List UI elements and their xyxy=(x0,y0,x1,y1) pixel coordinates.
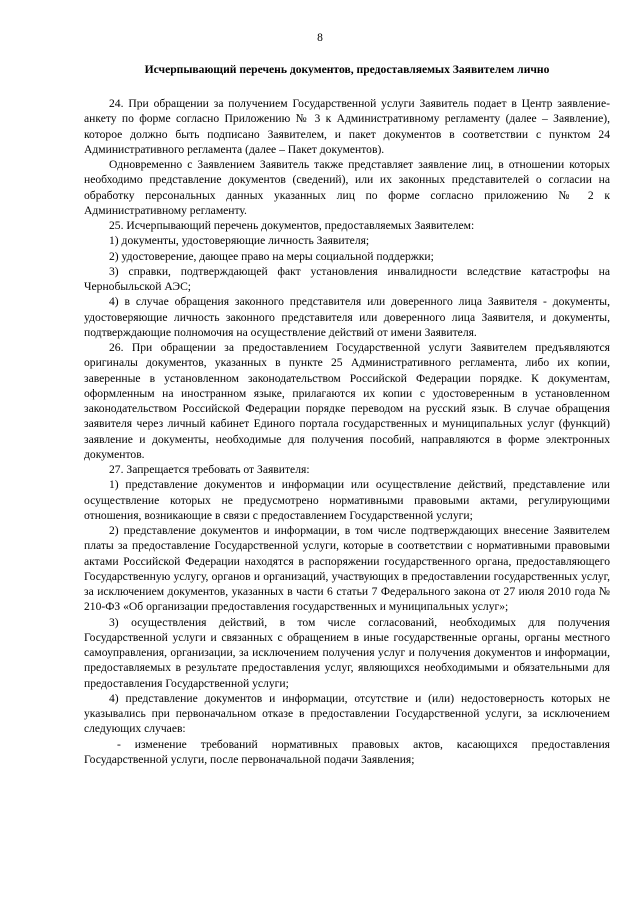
dash-item-1: - изменение требований нормативных правовых актов, касающихся предоставления Государственной услуги, после первоначальной подачи Заявления; xyxy=(84,737,610,766)
list-item-25-3: 3) справки, подтверждающей факт установления инвалидности вследствие катастрофы на Чернобыльской АЭС; xyxy=(84,264,610,293)
paragraph-25: 25. Исчерпывающий перечень документов, предоставляемых Заявителем: xyxy=(109,219,475,232)
paragraph-consent: Одновременно с Заявлением Заявитель также представляет заявление лиц, в отношении которых необходимо представление документов (сведений), или их законных представителей о согласии на обработку персональных данных указанных лиц по форме согласно приложению № 2 к Административному регламенту. xyxy=(84,158,610,217)
list-item-25-1: 1) документы, удостоверяющие личность Заявителя; xyxy=(109,234,370,248)
paragraph-26: 26. При обращении за предоставлением Государственной услуги Заявителем предъявляются оригиналы документов, указанных в пункте 25 Административного регламента, либо их копии, заверенные в установленном законодательством Российской Федерации порядке. К документам, оформленным на иностранном языке, прилагаются их копии с удостоверенным в установленном законодательством Российской Федерации порядке переводом на русский язык. В случае обращения заявителя через личный кабинет Единого портала государственных и муниципальных услуг (функций) заявление и документы, необходимые для получения пособий, направляются в форме электронных документов. xyxy=(84,341,610,461)
list-item-25-2: 2) удостоверение, дающее право на меры социальной поддержки; xyxy=(109,249,434,263)
page-number: 8 xyxy=(317,32,323,44)
document-body xyxy=(84,96,610,767)
list-item-27-2: 2) представление документов и информации, в том числе подтверждающих внесение Заявителем платы за предоставление Государственной услуги, которые в соответствии с нормативными правовыми актами Российской Федерации находятся в распоряжении государственного органа, предоставляющего Государственную услугу, органов и организаций, участвующих в предоставлении государственных услуг, за исключением документов, указанных в части 6 статьи 7 Федерального закона от 27 июля 2010 года № 210-ФЗ «Об организации предоставления государственных и муниципальных услуг»; xyxy=(84,524,610,614)
paragraph-27: 27. Запрещается требовать от Заявителя: xyxy=(109,463,310,476)
list-item-27-1: 1) представление документов и информации или осуществление действий, представление или осуществление которых не предусмотрено нормативными правовыми актами, регулирующими отношения, возникающие в связи с предоставлением Государственной услуги; xyxy=(84,478,610,522)
list-item-27-3: 3) осуществления действий, в том числе согласований, необходимых для получения Государственной услуги и связанных с обращением в иные государственные органы, органы местного самоуправления, организации, за исключением получения услуг и получения документов и информации, предоставляемых в результате предоставления услуг, являющихся необходимыми и обязательными для предоставления Государственной услуги; xyxy=(84,615,610,690)
list-item-25-4: 4) в случае обращения законного представителя или доверенного лица Заявителя - документы, удостоверяющие личность законного представителя или доверенного лица Заявителя, и документы, подтверждающие полномочия на осуществление действий от имени Заявителя. xyxy=(84,295,610,339)
list-item-27-4: 4) представление документов и информации, отсутствие и (или) недостоверность которых не указывались при первоначальном отказе в предоставлении Государственной услуги, за исключением следующих случаев: xyxy=(84,691,610,736)
section-heading: Исчерпывающий перечень документов, предоставляемых Заявителем лично xyxy=(144,63,550,76)
paragraph-24: 24. При обращении за получением Государственной услуги Заявитель подает в Центр заявление-анкету по форме согласно Приложению № 3 к Административному регламенту (далее – Заявление), которое должно быть подписано Заявителем, и пакет документов в соответствии с пунктом 24 Административного регламента (далее – Пакет документов). xyxy=(84,97,610,156)
